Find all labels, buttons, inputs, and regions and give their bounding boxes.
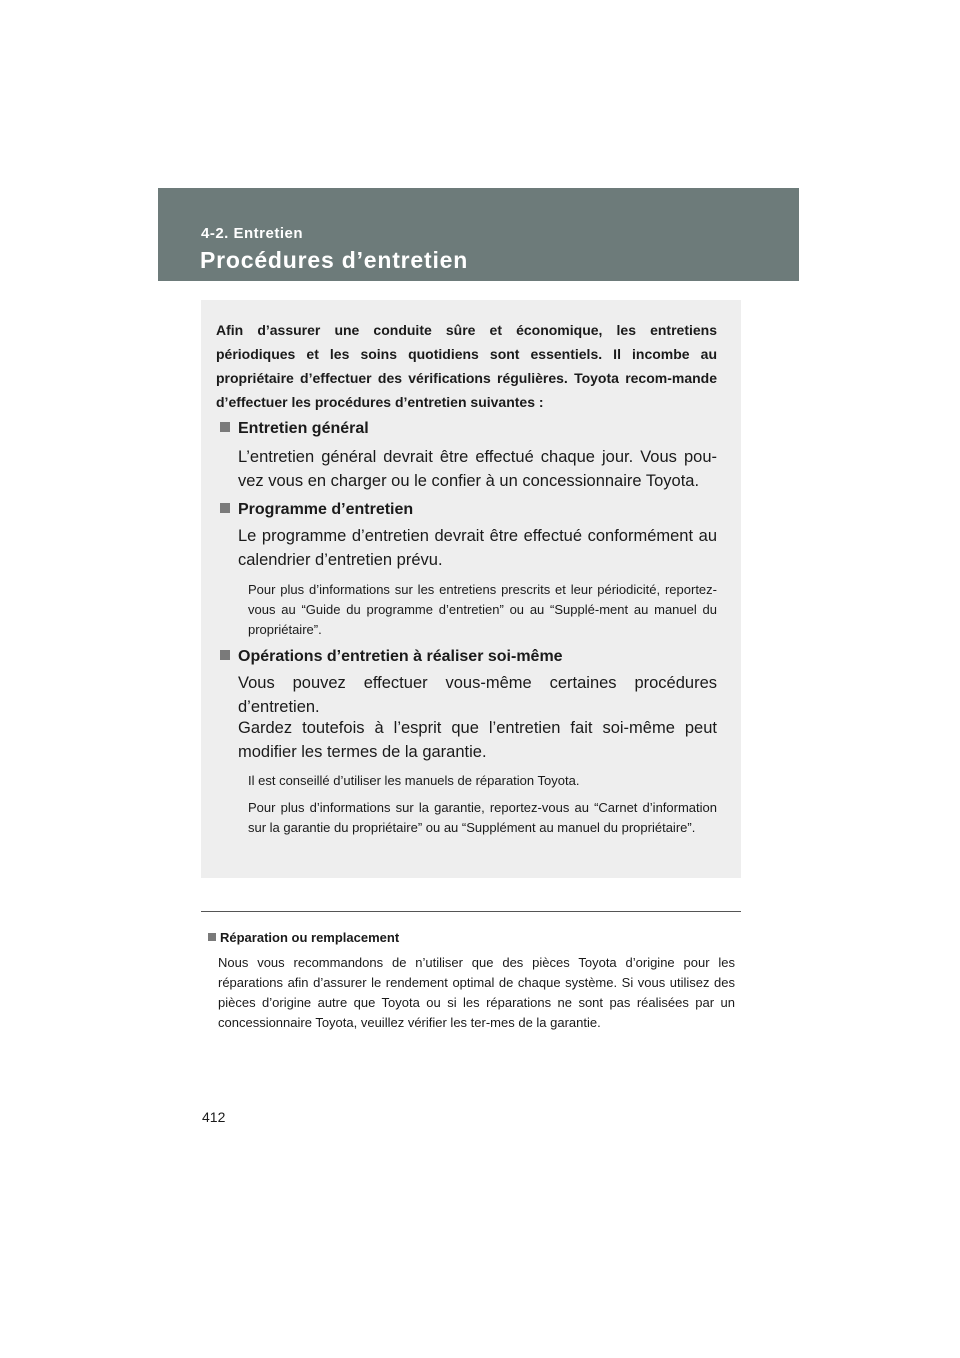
section-note-diy-1: Il est conseillé d’utiliser les manuels de réparation Toyota.	[248, 773, 580, 788]
square-bullet-icon	[220, 503, 230, 513]
square-bullet-icon	[220, 422, 230, 432]
section-heading-text: Entretien général	[238, 420, 369, 437]
footnote-heading	[208, 929, 399, 947]
section-body-schedule: Le programme d’entretien devrait être effectué conformément au calendrier d’entretien prévu.	[238, 527, 717, 569]
section-note-diy-2: Pour plus d’informations sur la garantie, reportez-vous au “Carnet d’information sur la garantie du propriétaire” ou au “Supplément au manuel du propriétaire”.	[248, 800, 717, 835]
square-bullet-icon	[220, 650, 230, 660]
section-body-diy-2: Gardez toutefois à l’esprit que l’entretien fait soi-même peut modifier les termes de la garantie.	[238, 719, 717, 761]
footnote-heading-text: Réparation ou remplacement	[220, 930, 400, 945]
header-band	[158, 188, 799, 281]
section-heading-schedule	[220, 500, 413, 520]
section-heading-text: Opérations d’entretien à réaliser soi-même	[238, 648, 563, 665]
footnote-body: Nous vous recommandons de n’utiliser que des pièces Toyota d’origine pour les réparations afin d’assurer le rendement optimal de chaque système. Si vous utilisez des pièces d’origine autre que Toyota ou si les réparations ne sont pas réalisées par un concessionnaire Toyota, veuillez vérifier les ter-mes de la garantie.	[218, 955, 735, 1030]
page-title: Procédures d’entretien	[200, 247, 469, 273]
section-heading-text: Programme d’entretien	[238, 501, 414, 518]
section-body-diy-1: Vous pouvez effectuer vous-même certaines procédures d’entretien.	[238, 674, 717, 716]
section-body-general: L’entretien général devrait être effectué chaque jour. Vous pou-vez vous en charger ou le confier à un concessionnaire Toyota.	[238, 448, 717, 490]
intro-paragraph: Afin d’assurer une conduite sûre et économique, les entretiens périodiques et les soins quotidiens sont essentiels. Il incombe au propriétaire d’effectuer des vérifications régulières. Toyota recom-mande d’effectuer les procédures d’entretien suivantes :	[216, 322, 717, 410]
page-number: 412	[202, 1109, 226, 1125]
divider-rule	[201, 911, 741, 912]
section-heading-general	[220, 419, 369, 439]
square-bullet-icon	[208, 933, 216, 941]
section-note-schedule: Pour plus d’informations sur les entretiens prescrits et leur périodicité, reportez-vous au “Guide du programme d’entretien” ou au “Supplé-ment au manuel du propriétaire”.	[248, 582, 717, 637]
section-heading-diy	[220, 647, 563, 667]
section-label: 4-2. Entretien	[201, 225, 304, 242]
